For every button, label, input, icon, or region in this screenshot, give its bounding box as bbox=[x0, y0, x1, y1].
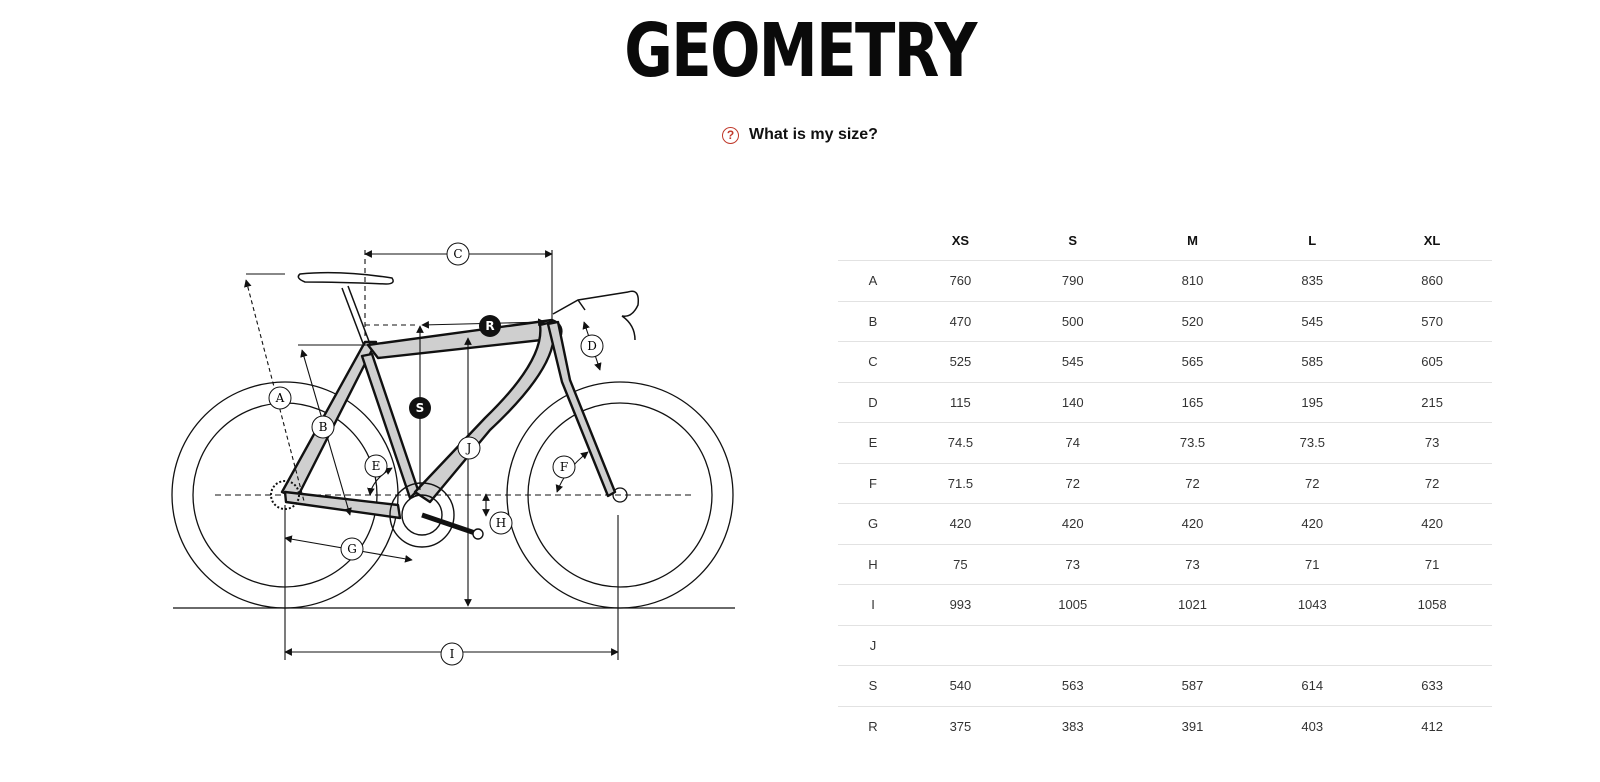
row-label: E bbox=[838, 423, 908, 464]
bike-frame bbox=[282, 320, 615, 518]
table-cell: 75 bbox=[908, 544, 1013, 585]
table-cell: 565 bbox=[1133, 342, 1253, 383]
table-cell: 760 bbox=[908, 261, 1013, 302]
svg-text:R: R bbox=[485, 319, 495, 333]
table-cell: 73.5 bbox=[1252, 423, 1372, 464]
table-cell: 545 bbox=[1252, 301, 1372, 342]
table-cell: 570 bbox=[1372, 301, 1492, 342]
table-cell: 72 bbox=[1133, 463, 1253, 504]
table-row bbox=[838, 544, 1492, 585]
table-cell bbox=[1133, 625, 1253, 666]
table-row bbox=[838, 301, 1492, 342]
size-column-header: S bbox=[1013, 220, 1133, 261]
table-cell: 525 bbox=[908, 342, 1013, 383]
table-cell: 420 bbox=[1372, 504, 1492, 545]
table-cell: 633 bbox=[1372, 666, 1492, 707]
row-label: B bbox=[838, 301, 908, 342]
table-cell: 115 bbox=[908, 382, 1013, 423]
table-cell: 1021 bbox=[1133, 585, 1253, 626]
geometry-table bbox=[838, 220, 1492, 746]
question-circle-icon: ? bbox=[722, 127, 739, 144]
table-cell: 74.5 bbox=[908, 423, 1013, 464]
table-cell: 195 bbox=[1252, 382, 1372, 423]
marker-d bbox=[581, 335, 603, 357]
row-label: D bbox=[838, 382, 908, 423]
svg-text:C: C bbox=[453, 247, 463, 261]
table-cell: 72 bbox=[1252, 463, 1372, 504]
table-cell: 412 bbox=[1421, 718, 1443, 734]
row-label: F bbox=[838, 463, 908, 504]
table-cell: 587 bbox=[1133, 666, 1253, 707]
table-cell: 215 bbox=[1372, 382, 1492, 423]
table-cell: 1058 bbox=[1372, 585, 1492, 626]
row-label: R bbox=[868, 718, 878, 734]
table-cell: 520 bbox=[1133, 301, 1253, 342]
row-label: A bbox=[838, 261, 908, 302]
table-cell: 73 bbox=[1133, 544, 1253, 585]
svg-text:A: A bbox=[275, 391, 285, 405]
table-cell: 810 bbox=[1133, 261, 1253, 302]
row-label: J bbox=[838, 625, 908, 666]
svg-text:G: G bbox=[347, 542, 357, 556]
table-cell: 420 bbox=[1013, 504, 1133, 545]
size-column-header: L bbox=[1252, 220, 1372, 261]
svg-text:B: B bbox=[318, 420, 328, 434]
table-cell: 614 bbox=[1252, 666, 1372, 707]
marker-g bbox=[341, 538, 363, 560]
table-cell: 140 bbox=[1013, 382, 1133, 423]
table-row bbox=[838, 504, 1492, 545]
table-cell bbox=[1252, 625, 1372, 666]
marker-i bbox=[441, 643, 463, 665]
table-cell: 71 bbox=[1252, 544, 1372, 585]
table-row bbox=[838, 706, 1492, 746]
row-label: G bbox=[838, 504, 908, 545]
marker-e bbox=[365, 455, 387, 477]
svg-text:I: I bbox=[449, 647, 455, 661]
table-cell: 375 bbox=[949, 718, 972, 734]
seatpost-saddle bbox=[298, 273, 393, 346]
table-cell: 545 bbox=[1013, 342, 1133, 383]
size-column-header: M bbox=[1133, 220, 1253, 261]
table-cell: 73.5 bbox=[1133, 423, 1253, 464]
table-cell: 835 bbox=[1252, 261, 1372, 302]
row-label: I bbox=[838, 585, 908, 626]
table-row bbox=[838, 625, 1492, 666]
marker-h bbox=[490, 512, 512, 534]
handlebar bbox=[553, 291, 638, 340]
table-row bbox=[838, 463, 1492, 504]
table-header-row bbox=[838, 220, 1492, 261]
svg-text:S: S bbox=[415, 401, 425, 415]
svg-text:F: F bbox=[559, 460, 569, 474]
size-column-header: XS bbox=[908, 220, 1013, 261]
badge-r bbox=[479, 315, 501, 337]
table-row bbox=[838, 585, 1492, 626]
table-cell: 420 bbox=[908, 504, 1013, 545]
table-cell: 420 bbox=[1133, 504, 1253, 545]
badge-s bbox=[409, 397, 431, 419]
table-cell: 563 bbox=[1013, 666, 1133, 707]
size-column-header: XL bbox=[1372, 220, 1492, 261]
table-cell bbox=[1013, 625, 1133, 666]
table-cell: 420 bbox=[1252, 504, 1372, 545]
table-row bbox=[838, 261, 1492, 302]
table-cell bbox=[908, 625, 1013, 666]
page-title: GEOMETRY bbox=[624, 8, 976, 94]
table-cell: 71 bbox=[1372, 544, 1492, 585]
table-cell: 540 bbox=[908, 666, 1013, 707]
table-row bbox=[838, 423, 1492, 464]
table-cell: 72 bbox=[1372, 463, 1492, 504]
table-cell: 1043 bbox=[1252, 585, 1372, 626]
table-cell: 470 bbox=[908, 301, 1013, 342]
marker-f bbox=[553, 456, 575, 478]
size-help-label: What is my size? bbox=[749, 126, 878, 143]
table-cell: 73 bbox=[1372, 423, 1492, 464]
table-cell: 993 bbox=[908, 585, 1013, 626]
table-row bbox=[838, 382, 1492, 423]
svg-text:E: E bbox=[371, 459, 381, 473]
table-cell: 403 bbox=[1301, 718, 1324, 734]
table-cell: 500 bbox=[1013, 301, 1133, 342]
marker-c bbox=[447, 243, 469, 265]
table-cell: 790 bbox=[1013, 261, 1133, 302]
marker-j bbox=[458, 437, 480, 459]
table-cell: 74 bbox=[1013, 423, 1133, 464]
table-cell: 1005 bbox=[1013, 585, 1133, 626]
table-cell: 71.5 bbox=[908, 463, 1013, 504]
table-row bbox=[838, 666, 1492, 707]
table-cell: 585 bbox=[1252, 342, 1372, 383]
table-corner-cell bbox=[838, 220, 908, 261]
table-cell: 73 bbox=[1013, 544, 1133, 585]
svg-text:H: H bbox=[495, 516, 507, 530]
svg-text:J: J bbox=[466, 441, 472, 455]
table-cell bbox=[1372, 625, 1492, 666]
marker-a bbox=[269, 387, 291, 409]
table-cell: 860 bbox=[1372, 261, 1492, 302]
row-label: S bbox=[838, 666, 908, 707]
row-label: C bbox=[838, 342, 908, 383]
table-cell: 383 bbox=[1061, 718, 1084, 734]
svg-text:D: D bbox=[587, 339, 597, 353]
table-cell: 72 bbox=[1013, 463, 1133, 504]
bike-geometry-diagram bbox=[160, 230, 760, 690]
table-cell: 605 bbox=[1372, 342, 1492, 383]
marker-b bbox=[312, 416, 334, 438]
size-help-link[interactable] bbox=[0, 126, 1600, 144]
table-row bbox=[838, 342, 1492, 383]
row-label: H bbox=[838, 544, 908, 585]
table-cell: 165 bbox=[1133, 382, 1253, 423]
table-cell: 391 bbox=[1181, 718, 1204, 734]
